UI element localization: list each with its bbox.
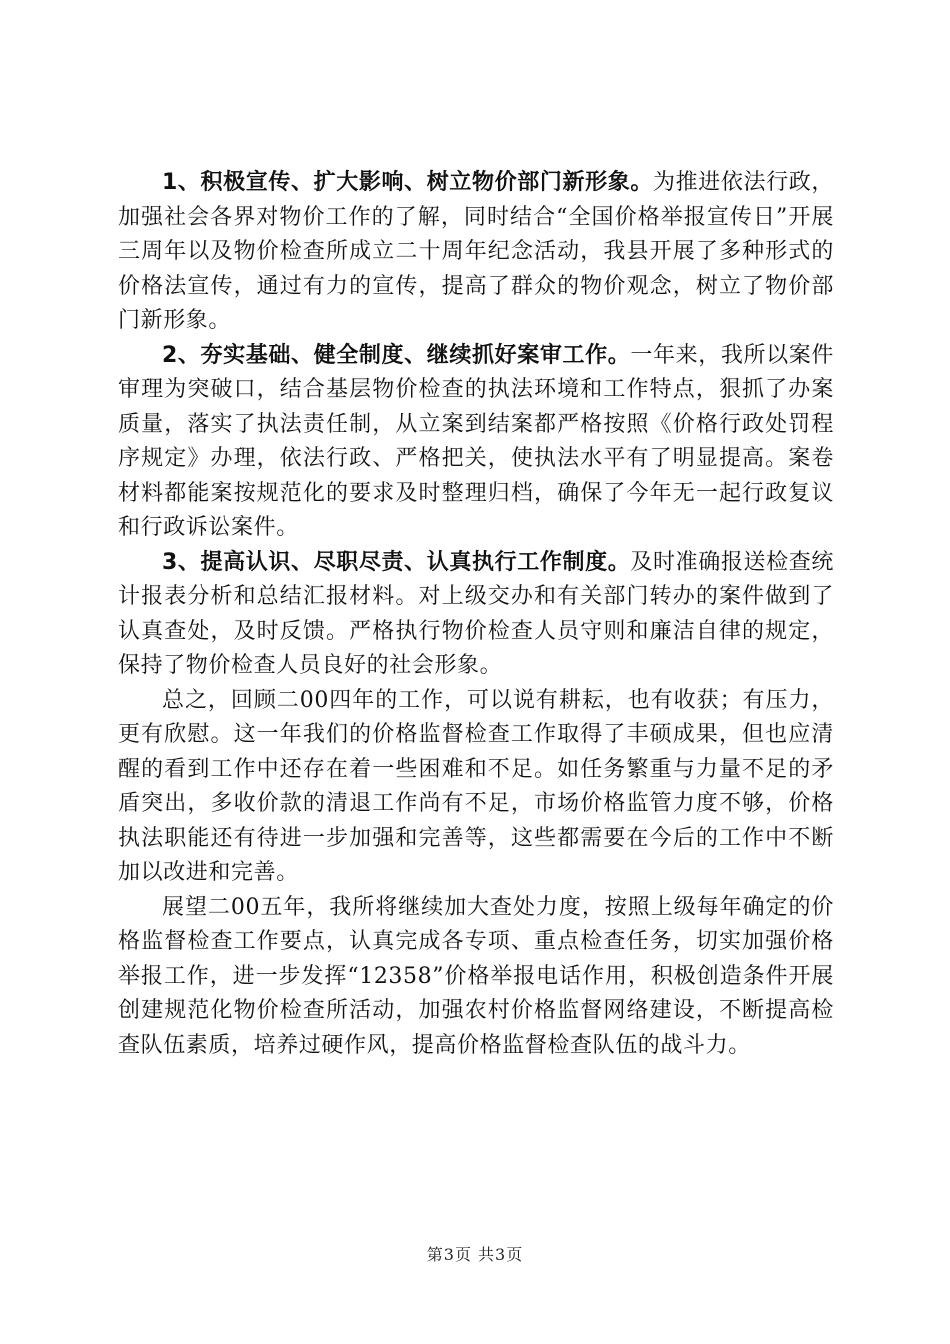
paragraph-summary [118,684,834,891]
paragraph-2 [118,339,834,546]
paragraph-1-heading: 1、积极宣传、扩大影响、树立物价部门新形象。 [162,170,654,195]
document-body [118,166,834,1063]
paragraph-3 [118,546,834,684]
paragraph-1 [118,166,834,339]
paragraph-outlook [118,891,834,1064]
page-footer [0,1242,950,1265]
paragraph-3-heading: 3、提高认识、尽职尽责、认真执行工作制度。 [162,549,631,575]
paragraph-summary-text: 总之，回顾二00四年的工作，可以说有耕耘，也有收获；有压力，更有欣慰。这一年我们的价格监督检查工作取得了丰硕成果，但也应清醒的看到工作中还存在着一些困难和不足。如任务繁重与力量不足的矛盾突出，多收价款的清退工作尚有不足，市场价格监管力度不够，价格执法职能还有待进一步加强和完善等，这些都需要在今后的工作中不断加以改进和完善。 [118,687,834,885]
paragraph-outlook-text: 展望二00五年，我所将继续加大查处力度，按照上级每年确定的价格监督检查工作要点，认真完成各专项、重点检查任务，切实加强价格举报工作，进一步发挥“12358”价格举报电话作用，积极创造条件开展创建规范化物价检查所活动，加强农村价格监督网络建设，不断提高检查队伍素质，培养过硬作风，提高价格监督检查队伍的战斗力。 [118,894,834,1058]
paragraph-2-text: 一年来，我所以案件审理为突破口，结合基层物价检查的执法环境和工作特点，狠抓了办案质量，落实了执法责任制，从立案到结案都严格按照《价格行政处罚程序规定》办理，依法行政、严格把关，使执法水平有了明显提高。案卷材料都能案按规范化的要求及时整理归档，确保了今年无一起行政复议和行政诉讼案件。 [118,342,834,540]
page-number-label: 第3页 共3页 [426,1245,524,1264]
paragraph-1-text: 为推进依法行政，加强社会各界对物价工作的了解，同时结合“全国价格举报宣传日”开展三周年以及物价检查所成立二十周年纪念活动，我县开展了多种形式的价格法宣传，通过有力的宣传，提高了群众的物价观念，树立了物价部门新形象。 [118,170,834,333]
paragraph-3-text: 及时准确报送检查统计报表分析和总结汇报材料。对上级交办和有关部门转办的案件做到了认真查处，及时反馈。严格执行物价检查人员守则和廉洁自律的规定，保持了物价检查人员良好的社会形象。 [118,549,834,678]
paragraph-2-heading: 2、夯实基础、健全制度、继续抓好案审工作。 [162,342,631,368]
